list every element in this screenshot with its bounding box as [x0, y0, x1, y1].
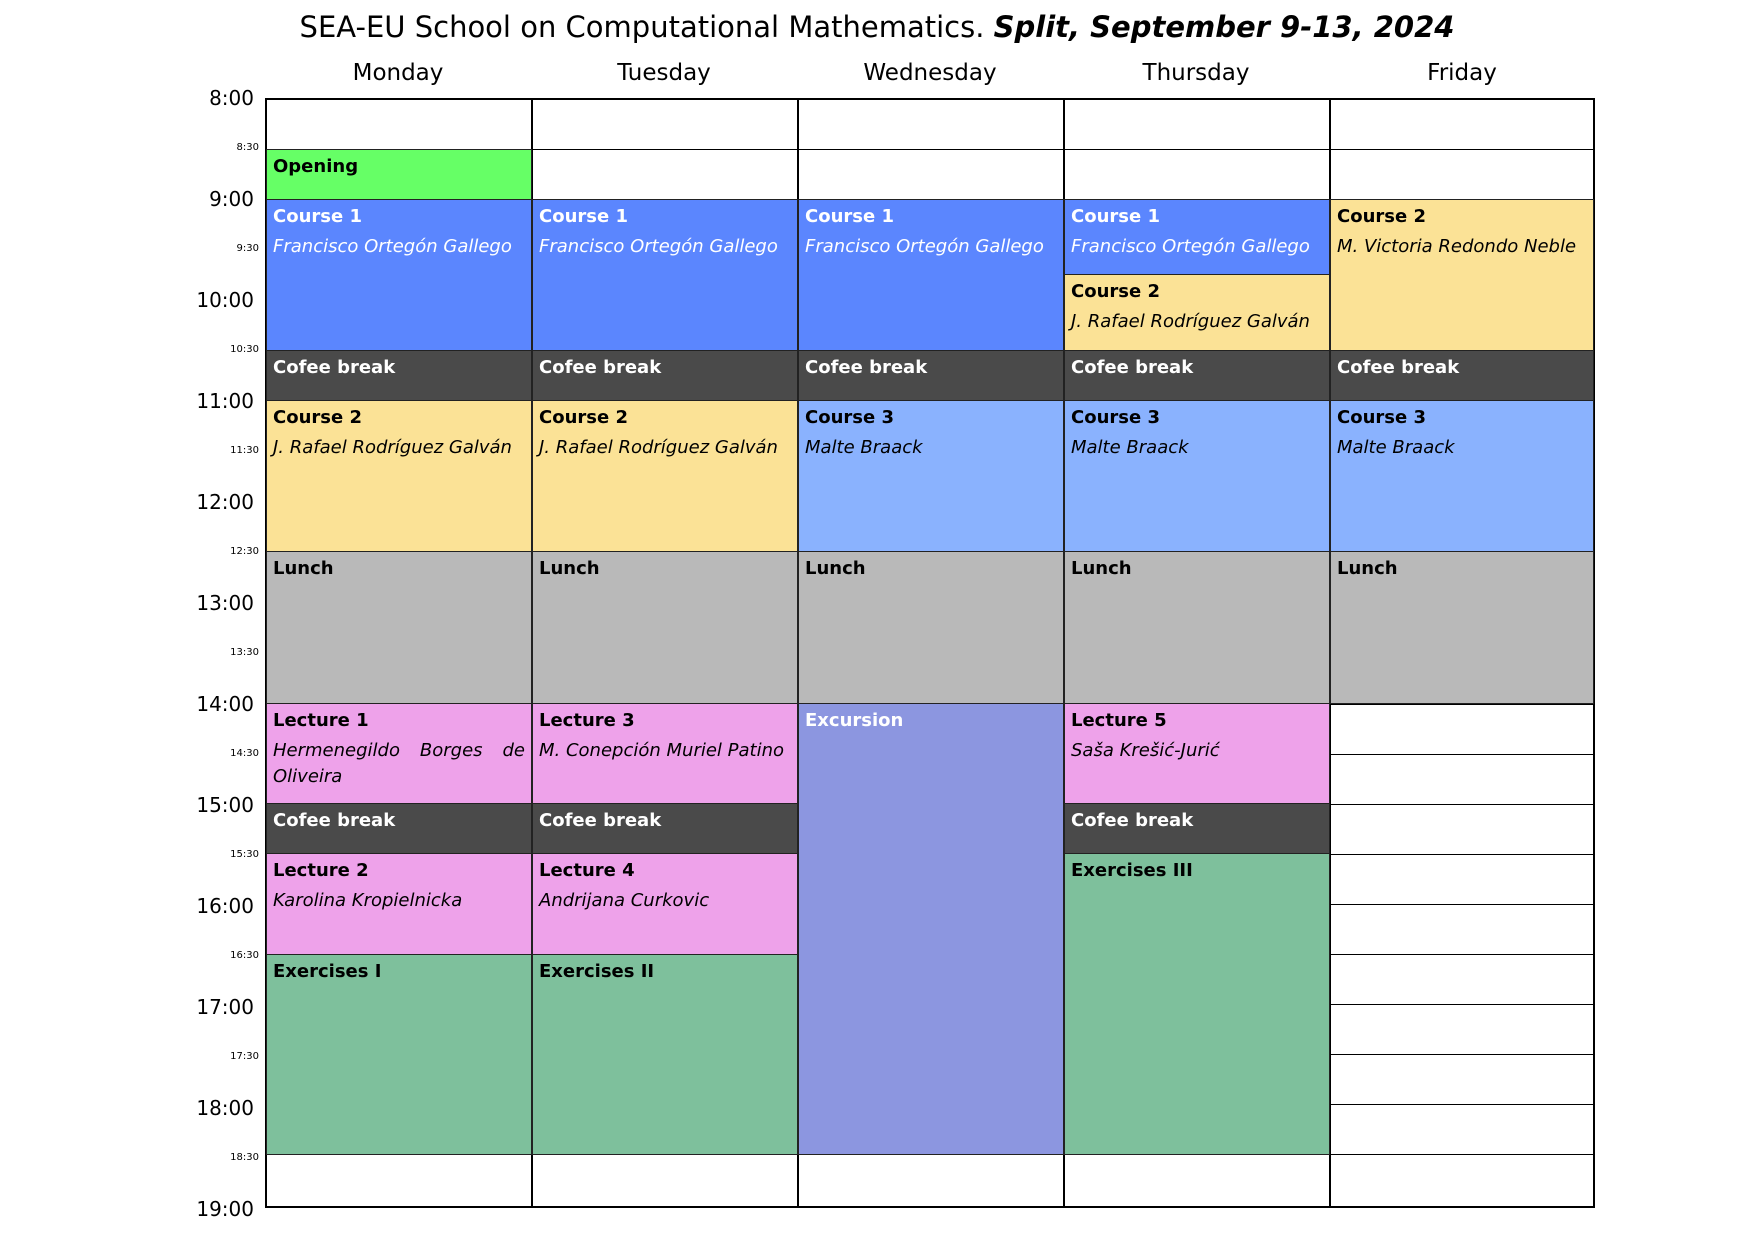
event-lecture-1[interactable]: [266, 703, 532, 804]
event-title: Cofee break: [539, 810, 662, 831]
event-title: Lunch: [1071, 558, 1132, 579]
half-hour-label: 8:30: [236, 142, 259, 153]
event-speaker: Francisco Ortegón Gallego: [539, 236, 778, 257]
empty-slot: [798, 99, 1064, 150]
half-hour-label: 14:30: [230, 748, 259, 759]
event-speaker: Andrijana Curkovic: [539, 890, 710, 911]
event-title: Course 2: [1337, 206, 1426, 227]
event-coffee-break[interactable]: [266, 350, 532, 401]
event-speaker: M. Victoria Redondo Neble: [1337, 236, 1577, 257]
event-speaker: M. Conepción Muriel Patino: [539, 740, 785, 761]
empty-slot: [532, 99, 798, 150]
event-title: Lunch: [273, 558, 334, 579]
event-course-3[interactable]: [1330, 400, 1594, 552]
event-title: Cofee break: [1071, 810, 1194, 831]
event-course-1[interactable]: [798, 199, 1064, 351]
event-coffee-break[interactable]: [532, 803, 798, 854]
event-speaker: Karolina Kropielnicka: [273, 890, 463, 911]
event-title: Course 1: [539, 206, 628, 227]
page-title: [0, 10, 1754, 44]
event-lunch[interactable]: [1330, 551, 1594, 704]
event-title: Lecture 4: [539, 860, 635, 881]
event-title: Course 1: [273, 206, 362, 227]
event-exercises-2[interactable]: [532, 954, 798, 1155]
event-lunch[interactable]: [1064, 551, 1330, 704]
empty-slot: [1064, 149, 1330, 200]
empty-slot: [1330, 704, 1594, 755]
empty-slot: [1064, 1154, 1330, 1207]
empty-slot: [1064, 99, 1330, 150]
half-hour-label: 12:30: [230, 546, 259, 557]
event-speaker: J. Rafael Rodríguez Galván: [539, 437, 778, 458]
hour-label: 11:00: [196, 389, 254, 413]
empty-slot: [1330, 754, 1594, 805]
event-title: Lecture 5: [1071, 710, 1167, 731]
event-title: Course 2: [1071, 281, 1160, 302]
empty-slot: [266, 99, 532, 150]
event-lecture-3[interactable]: [532, 703, 798, 804]
event-title: Cofee break: [273, 810, 396, 831]
event-title: Cofee break: [805, 357, 928, 378]
event-title: Course 2: [273, 407, 362, 428]
empty-slot: [1330, 904, 1594, 955]
hour-label: 16:00: [196, 894, 254, 918]
event-title: Course 1: [805, 206, 894, 227]
event-exercises-3[interactable]: [1064, 853, 1330, 1155]
empty-slot: [798, 149, 1064, 200]
event-coffee-break[interactable]: [532, 350, 798, 401]
empty-slot: [1330, 804, 1594, 855]
event-speaker: Saša Krešić-Jurić: [1071, 740, 1220, 761]
event-lunch[interactable]: [798, 551, 1064, 704]
event-course-1[interactable]: [266, 199, 532, 351]
half-hour-label: 16:30: [230, 950, 259, 961]
event-speaker: Francisco Ortegón Gallego: [805, 236, 1044, 257]
event-title: Excursion: [805, 710, 904, 731]
event-title: Exercises II: [539, 961, 655, 982]
half-hour-label: 15:30: [230, 849, 259, 860]
event-course-2[interactable]: [1330, 199, 1594, 351]
half-hour-label: 17:30: [230, 1051, 259, 1062]
empty-slot: [798, 1154, 1064, 1207]
event-coffee-break[interactable]: [1330, 350, 1594, 401]
event-title: Course 1: [1071, 206, 1160, 227]
event-coffee-break[interactable]: [1064, 803, 1330, 854]
empty-slot: [1330, 1104, 1594, 1155]
event-title: Lunch: [1337, 558, 1398, 579]
event-lunch[interactable]: [266, 551, 532, 704]
event-course-2[interactable]: [532, 400, 798, 552]
event-speaker: J. Rafael Rodríguez Galván: [273, 437, 512, 458]
half-hour-label: 11:30: [230, 445, 259, 456]
half-hour-label: 13:30: [230, 647, 259, 658]
empty-slot: [266, 1154, 532, 1207]
empty-slot: [1330, 99, 1594, 150]
hour-label: 12:00: [196, 490, 254, 514]
empty-slot: [1330, 854, 1594, 905]
hour-label: 19:00: [196, 1197, 254, 1221]
event-title: Course 3: [805, 407, 894, 428]
event-lecture-2[interactable]: [266, 853, 532, 955]
event-title: Exercises III: [1071, 860, 1193, 881]
event-title: Cofee break: [1337, 357, 1460, 378]
event-opening[interactable]: [266, 149, 532, 200]
event-speaker: Hermenegildo Borges de Oliveira: [273, 740, 525, 787]
day-header-thursday: Thursday: [1142, 60, 1250, 86]
hour-label: 13:00: [196, 591, 254, 615]
hour-label: 10:00: [196, 288, 254, 312]
event-course-3[interactable]: [798, 400, 1064, 552]
event-course-2[interactable]: [266, 400, 532, 552]
event-title: Course 3: [1071, 407, 1160, 428]
event-title: Lecture 1: [273, 710, 369, 731]
event-speaker: Malte Braack: [1337, 437, 1455, 458]
title-emphasis: Split, September 9-13, 2024: [993, 10, 1455, 44]
event-lecture-4[interactable]: [532, 853, 798, 955]
event-speaker: Francisco Ortegón Gallego: [273, 236, 512, 257]
event-title: Lunch: [539, 558, 600, 579]
event-coffee-break[interactable]: [1064, 350, 1330, 401]
event-title: Cofee break: [539, 357, 662, 378]
hour-label: 15:00: [196, 793, 254, 817]
empty-slot: [1330, 1004, 1594, 1055]
hour-label: 9:00: [209, 187, 254, 211]
day-header-monday: Monday: [352, 60, 444, 86]
empty-slot: [1330, 1154, 1594, 1207]
hour-label: 14:00: [196, 692, 254, 716]
half-hour-label: 10:30: [230, 344, 259, 355]
event-excursion[interactable]: [798, 703, 1064, 1155]
empty-slot: [1330, 1054, 1594, 1105]
event-lunch[interactable]: [532, 551, 798, 704]
event-lecture-5[interactable]: [1064, 703, 1330, 804]
event-title: Cofee break: [1071, 357, 1194, 378]
half-hour-label: 18:30: [230, 1152, 259, 1163]
day-header-friday: Friday: [1427, 60, 1497, 86]
event-speaker: Malte Braack: [1071, 437, 1189, 458]
empty-slot: [1330, 149, 1594, 200]
event-speaker: Malte Braack: [805, 437, 923, 458]
event-speaker: J. Rafael Rodríguez Galván: [1071, 311, 1310, 332]
hour-label: 17:00: [196, 995, 254, 1019]
hour-label: 8:00: [209, 86, 254, 110]
empty-slot: [532, 1154, 798, 1207]
day-header-wednesday: Wednesday: [863, 60, 997, 86]
event-title: Cofee break: [273, 357, 396, 378]
event-title: Course 3: [1337, 407, 1426, 428]
hour-label: 18:00: [196, 1096, 254, 1120]
event-title: Lunch: [805, 558, 866, 579]
event-title: Exercises I: [273, 961, 382, 982]
schedule-grid: [265, 98, 1595, 1208]
event-title: Lecture 2: [273, 860, 369, 881]
event-course-3[interactable]: [1064, 400, 1330, 552]
event-title: Lecture 3: [539, 710, 635, 731]
empty-slot: [1330, 954, 1594, 1005]
event-title: Course 2: [539, 407, 628, 428]
event-coffee-break[interactable]: [266, 803, 532, 854]
empty-slot: [532, 149, 798, 200]
event-course-2[interactable]: [1064, 274, 1330, 351]
event-title: Opening: [273, 156, 359, 177]
event-course-1[interactable]: [532, 199, 798, 351]
half-hour-label: 9:30: [236, 243, 259, 254]
event-course-1[interactable]: [1064, 199, 1330, 275]
event-coffee-break[interactable]: [798, 350, 1064, 401]
event-speaker: Francisco Ortegón Gallego: [1071, 236, 1310, 257]
event-exercises-1[interactable]: [266, 954, 532, 1155]
day-header-tuesday: Tuesday: [617, 60, 711, 86]
title-main: SEA-EU School on Computational Mathematics.: [299, 10, 985, 44]
